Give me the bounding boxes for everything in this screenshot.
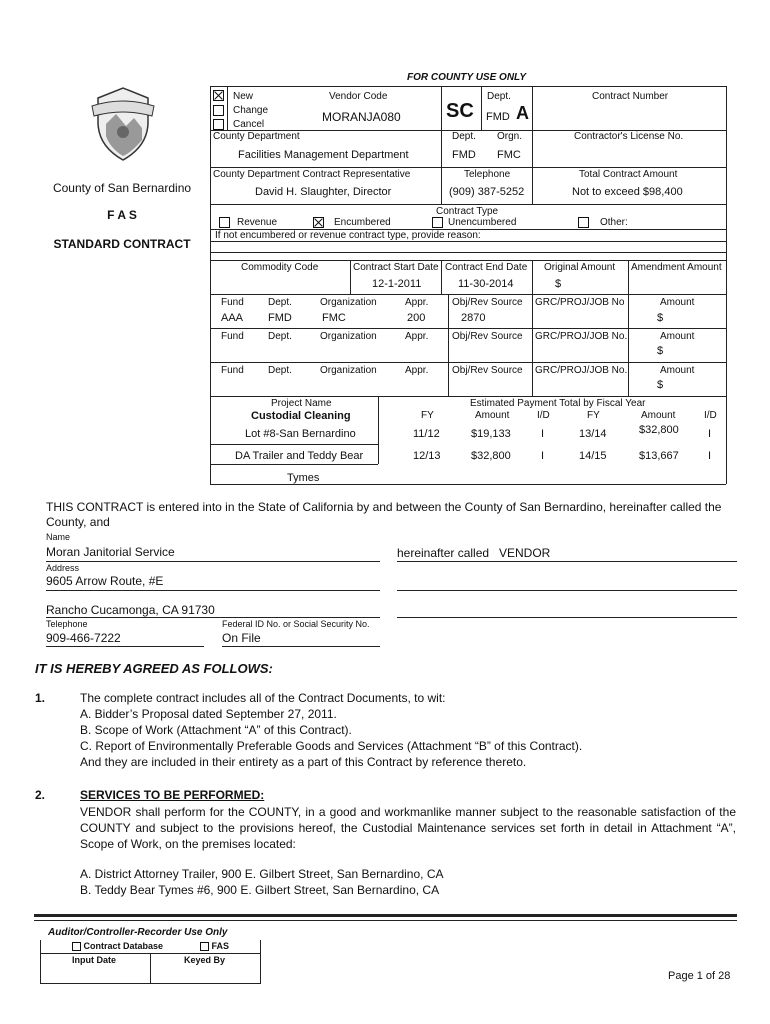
encumbered-label: Encumbered	[334, 217, 391, 228]
start-date-label: Contract Start Date	[353, 262, 439, 273]
id-label-2: I/D	[704, 410, 717, 421]
end-date: 11-30-2014	[458, 278, 514, 290]
project-name: Custodial Cleaning	[251, 410, 351, 422]
org-label-1: Organization	[320, 297, 377, 308]
original-amount-label: Original Amount	[544, 262, 616, 273]
fund-label-3: Fund	[221, 365, 244, 376]
keyed-by-label: Keyed By	[184, 955, 226, 965]
fy-row2-id1: I	[541, 450, 545, 462]
vendor-code-label: Vendor Code	[329, 91, 388, 102]
fund-dept-value: FMD	[268, 312, 292, 324]
fy-row1-id2: I	[708, 428, 712, 440]
appr-label-2: Appr.	[405, 331, 429, 342]
page-number: Page 1 of 28	[668, 970, 731, 982]
grc-label-3: GRC/PROJ/JOB No.	[535, 365, 628, 376]
appr-label-3: Appr.	[405, 365, 429, 376]
reason-label: If not encumbered or revenue contract type, provide reason:	[215, 230, 481, 241]
vendor-dept: FMD	[486, 111, 510, 123]
rep-label: County Department Contract Representative	[213, 169, 411, 180]
revenue-label: Revenue	[237, 217, 278, 228]
amount-label-fy1: Amount	[475, 410, 510, 421]
section-1-number: 1.	[35, 691, 46, 705]
intro-paragraph: THIS CONTRACT is entered into in the State of California by and between the County of San Bernardino, hereinafter called the County, and	[46, 500, 722, 529]
section-2-a: A. District Attorney Trailer, 900 E. Gilbert Street, San Bernardino, CA	[80, 867, 444, 881]
fy-row2-amt2: $13,667	[639, 450, 679, 462]
commodity-code-label: Commodity Code	[241, 262, 319, 273]
amount-label-2: Amount	[660, 331, 695, 342]
contract-database-checkbox[interactable]	[72, 942, 81, 951]
telephone-label-body: Telephone	[46, 619, 88, 629]
end-date-label: Contract End Date	[445, 262, 528, 273]
vendor-dept-label: Dept.	[487, 91, 511, 102]
section-1-end: And they are included in their entirety as a part of this Contract by reference thereto.	[80, 755, 527, 769]
fund-org-value: FMC	[322, 312, 346, 324]
new-checkbox[interactable]	[213, 90, 224, 101]
contract-type-label: Contract Type	[436, 206, 499, 217]
fas-footer-label: FAS	[211, 941, 230, 951]
orgn-label: Orgn.	[497, 131, 523, 142]
fy-row1-amt1: $19,133	[471, 428, 511, 440]
section-1-lead: The complete contract includes all of the Contract Documents, to wit:	[80, 691, 446, 705]
obj-label-3: Obj/Rev Source	[452, 365, 523, 376]
obj-label-2: Obj/Rev Source	[452, 331, 523, 342]
input-date-label: Input Date	[72, 955, 116, 965]
id-label-1: I/D	[537, 410, 550, 421]
telephone-value-body: 909-466-7222	[46, 631, 121, 645]
telephone-value: (909) 387-5252	[449, 186, 525, 198]
a-code: A	[516, 103, 529, 123]
dept-label-3: Dept.	[268, 365, 292, 376]
telephone-label: Telephone	[464, 169, 511, 180]
contract-database-label: Contract Database	[83, 941, 164, 951]
project-line-1: Lot #8-San Bernardino	[245, 428, 356, 440]
name-label: Name	[46, 532, 71, 542]
project-line-3: Tymes	[287, 472, 320, 484]
section-1-b: B. Scope of Work (Attachment “A” of this Contract).	[80, 723, 352, 737]
address-line-2: Rancho Cucamonga, CA 91730	[46, 603, 215, 617]
fy-row1-fy1: 11/12	[413, 428, 440, 440]
revenue-checkbox[interactable]	[219, 217, 230, 228]
amount-label-3: Amount	[660, 365, 695, 376]
org-label-3: Organization	[320, 365, 377, 376]
dept-value: FMD	[452, 149, 476, 161]
agreed-heading: IT IS HEREBY AGREED AS FOLLOWS:	[35, 661, 273, 676]
dept-label-1: Dept.	[268, 297, 292, 308]
change-label: Change	[233, 105, 269, 116]
fy-row1-id1: I	[541, 428, 545, 440]
fund-label-1: Fund	[221, 297, 244, 308]
unencumbered-label: Unencumbered	[448, 217, 517, 228]
address-label: Address	[46, 563, 80, 573]
cancel-label: Cancel	[233, 119, 265, 130]
fy-row2-id2: I	[708, 450, 712, 462]
orgn-value: FMC	[497, 149, 521, 161]
encumbered-checkbox[interactable]	[313, 217, 324, 228]
fy-row1-amt2: $32,800	[639, 424, 679, 436]
section-2-number: 2.	[35, 788, 46, 802]
vendor-word: VENDOR	[499, 546, 551, 560]
project-name-label: Project Name	[271, 398, 332, 409]
grc-label-2: GRC/PROJ/JOB No.	[535, 331, 628, 342]
hereinafter-label: hereinafter called	[397, 546, 490, 560]
rep-value: David H. Slaughter, Director	[255, 186, 392, 198]
fas-label: F A S	[107, 208, 137, 222]
fy-label-1: FY	[421, 410, 434, 421]
county-name: County of San Bernardino	[52, 181, 192, 195]
fedid-value: On File	[222, 631, 261, 645]
county-dept-value: Facilities Management Department	[238, 149, 409, 161]
fy-row2-fy1: 12/13	[413, 450, 441, 462]
estimated-payment-label: Estimated Payment Total by Fiscal Year	[470, 398, 646, 409]
change-checkbox[interactable]	[213, 105, 224, 116]
amount-label-1: Amount	[660, 297, 695, 308]
amount-label-fy2: Amount	[641, 410, 676, 421]
fas-checkbox[interactable]	[200, 942, 209, 951]
total-value: Not to exceed $98,400	[572, 186, 683, 198]
vendor-code: MORANJA080	[322, 110, 401, 124]
county-dept-label: County Department	[213, 131, 300, 142]
other-checkbox[interactable]	[578, 217, 589, 228]
standard-contract-title: STANDARD CONTRACT	[53, 237, 191, 251]
fy-row2-fy2: 14/15	[579, 450, 607, 462]
sc-code: SC	[446, 100, 474, 122]
fund-amount-3: $	[657, 379, 664, 391]
fedid-label: Federal ID No. or Social Security No.	[222, 619, 370, 629]
fund-appr-value: 200	[407, 312, 426, 324]
cancel-checkbox[interactable]	[213, 119, 224, 130]
fund-value: AAA	[221, 312, 244, 324]
org-label-2: Organization	[320, 331, 377, 342]
total-label: Total Contract Amount	[579, 169, 678, 180]
license-label: Contractor's License No.	[574, 131, 684, 142]
dept-label-2: Dept.	[268, 331, 292, 342]
start-date: 12-1-2011	[372, 278, 422, 290]
contract-number-label: Contract Number	[592, 91, 669, 102]
original-amount: $	[555, 278, 562, 290]
county-use-only-label: FOR COUNTY USE ONLY	[407, 72, 527, 83]
unencumbered-checkbox[interactable]	[432, 217, 443, 228]
section-1-c: C. Report of Environmentally Preferable Goods and Services (Attachment “B” of this Contract).	[80, 739, 583, 753]
fy-row2-amt1: $32,800	[471, 450, 511, 462]
vendor-name: Moran Janitorial Service	[46, 545, 175, 559]
section-2-b: B. Teddy Bear Tymes #6, 900 E. Gilbert Street, San Bernardino, CA	[80, 883, 440, 897]
amendment-amount-label: Amendment Amount	[631, 262, 722, 273]
address-line-1: 9605 Arrow Route, #E	[46, 574, 164, 588]
fund-obj-value: 2870	[461, 312, 486, 324]
grc-label-1: GRC/PROJ/JOB No	[535, 297, 625, 308]
section-2-text: VENDOR shall perform for the COUNTY, in a good and workmanlike manner subject to the reasonable satisfaction of the COUNTY and subject to the provisions hereof, the Custodial Maintenance services set forth in detail in Attachment “A”, Scope of Work, on the premises located:	[80, 805, 736, 851]
section-1-a: A. Bidder’s Proposal dated September 27, 2011.	[80, 707, 337, 721]
obj-label-1: Obj/Rev Source	[452, 297, 523, 308]
fy-label-2: FY	[587, 410, 600, 421]
dept-label: Dept.	[452, 131, 476, 142]
fund-label-2: Fund	[221, 331, 244, 342]
project-line-2: DA Trailer and Teddy Bear	[235, 450, 364, 462]
appr-label-1: Appr.	[405, 297, 429, 308]
auditor-label: Auditor/Controller-Recorder Use Only	[48, 927, 228, 938]
county-seal	[88, 84, 158, 164]
section-2-title: SERVICES TO BE PERFORMED:	[80, 788, 265, 802]
fy-row1-fy2: 13/14	[579, 428, 607, 440]
new-label: New	[233, 91, 254, 102]
fund-amount-1: $	[657, 312, 664, 324]
other-label: Other:	[600, 217, 628, 228]
fund-amount-2: $	[657, 345, 664, 357]
